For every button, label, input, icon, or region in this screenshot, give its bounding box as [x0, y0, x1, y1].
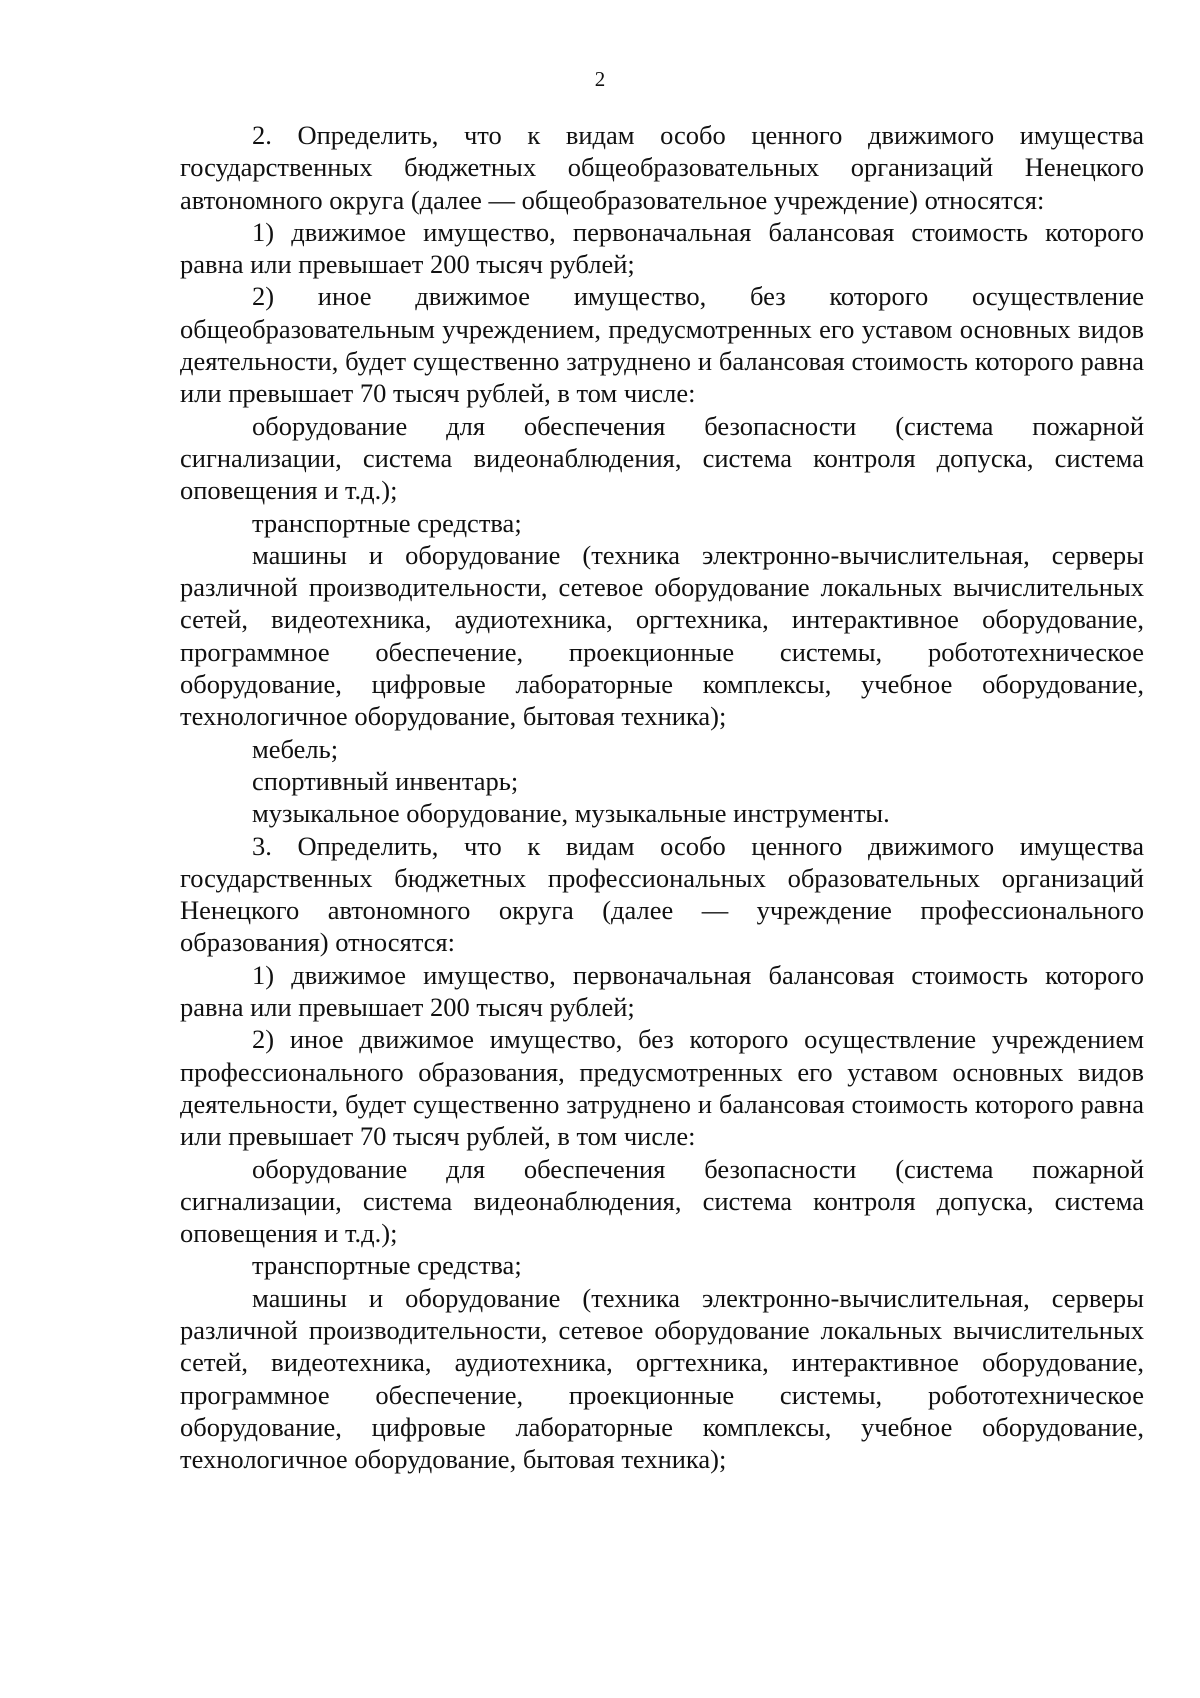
- page-number: 2: [594, 67, 606, 91]
- paragraph-clause-2: 2. Определить, что к видам особо ценного движимого имущества государственных бюджетных общеобразовательных организаций Ненецкого автономного округа (далее — общеобразовательное учреждение) относятся:: [180, 120, 1144, 215]
- paragraph-clause-3-item-2: 2) иное движимое имущество, без которого осуществление учреждением профессионального образования, предусмотренных его уставом основных видов деятельности, будет существенно затруднено и балансовая стоимость которого равна или превышает 70 тысяч рублей, в том числе:: [180, 1024, 1144, 1152]
- paragraph-clause-2-item-2: 2) иное движимое имущество, без которого осуществление общеобразовательным учреждением, предусмотренных его уставом основных видов деятельности, будет существенно затруднено и балансовая стоимость которого равна или превышает 70 тысяч рублей, в том числе:: [180, 281, 1144, 409]
- paragraph-furniture: мебель;: [252, 733, 339, 764]
- paragraph-clause-3-item-1: 1) движимое имущество, первоначальная балансовая стоимость которого равна или превышает 200 тысяч рублей;: [180, 959, 1144, 1023]
- paragraph-clause-2-item-1: 1) движимое имущество, первоначальная балансовая стоимость которого равна или превышает 200 тысяч рублей;: [180, 216, 1144, 280]
- paragraph-security-equipment-2: оборудование для обеспечения безопасности (система пожарной сигнализации, система видеонаблюдения, система контроля допуска, система оповещения и т.д.);: [180, 1153, 1144, 1249]
- paragraph-machines-equipment-2: машины и оборудование (техника электронно-вычислительная, серверы различной производительности, сетевое оборудование локальных вычислительных сетей, видеотехника, аудиотехника, оргтехника, интерактивное оборудование, программное обеспечение, проекционные системы, робототехническое оборудование, цифровые лабораторные комплексы, учебное оборудование, технологичное оборудование, бытовая техника);: [180, 1282, 1144, 1475]
- paragraph-vehicles-2: транспортные средства;: [252, 1250, 522, 1281]
- paragraph-security-equipment: оборудование для обеспечения безопасности (система пожарной сигнализации, система видеонаблюдения, система контроля допуска, система оповещения и т.д.);: [180, 410, 1144, 506]
- paragraph-clause-3: 3. Определить, что к видам особо ценного движимого имущества государственных бюджетных профессиональных образовательных организаций Ненецкого автономного округа (далее — учреждение профессионального образования) относятся:: [180, 830, 1144, 958]
- document-body: [180, 119, 1144, 1475]
- paragraph-musical-equipment: музыкальное оборудование, музыкальные инструменты.: [252, 798, 890, 829]
- paragraph-machines-equipment: машины и оборудование (техника электронно-вычислительная, серверы различной производительности, сетевое оборудование локальных вычислительных сетей, видеотехника, аудиотехника, оргтехника, интерактивное оборудование, программное обеспечение, проекционные системы, робототехническое оборудование, цифровые лабораторные комплексы, учебное оборудование, технологичное оборудование, бытовая техника);: [180, 539, 1144, 732]
- paragraph-vehicles: транспортные средства;: [252, 507, 522, 538]
- paragraph-sports-inventory: спортивный инвентарь;: [252, 765, 519, 796]
